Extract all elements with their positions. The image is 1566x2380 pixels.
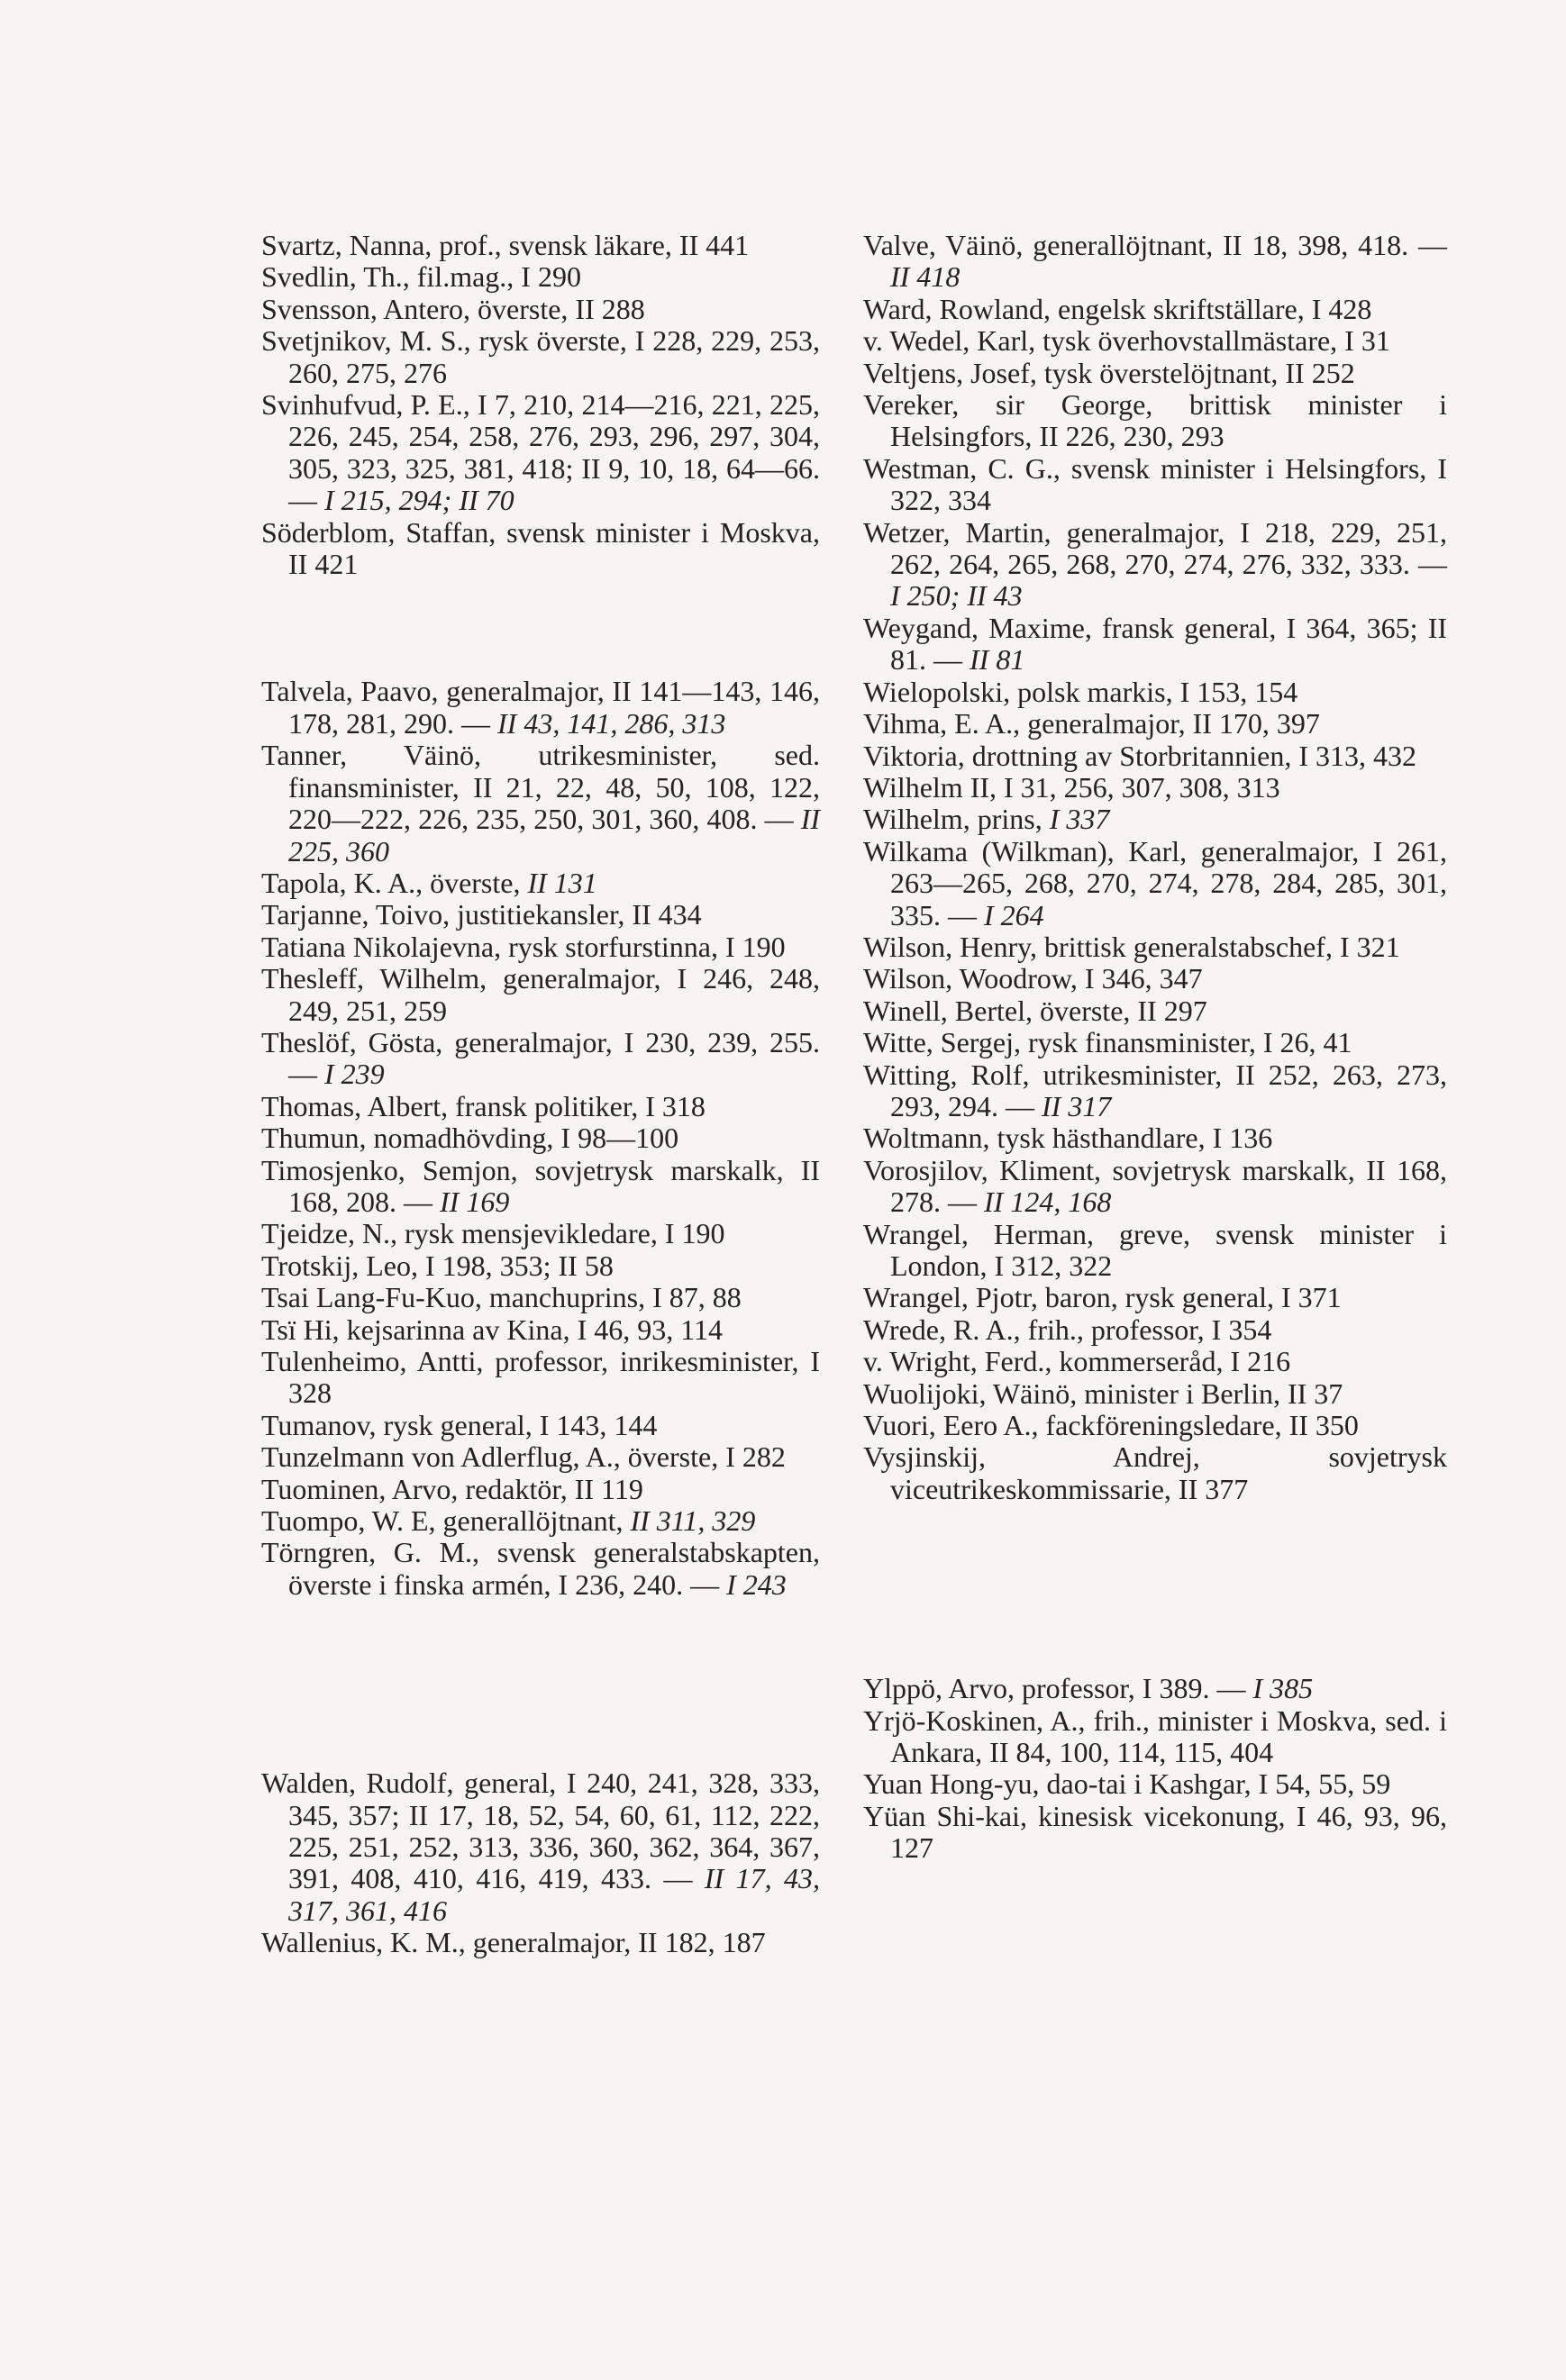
- entry-text: Witting, Rolf, utrikesminister, II 252, 263, 273, 293, 294. —: [863, 1058, 1447, 1122]
- index-entry: [261, 1410, 820, 1441]
- entry-text: Weygand, Maxime, fransk general, I 364, 365; II 81. —: [863, 611, 1447, 677]
- entry-text: Yuan Hong-yu, dao-tai i Kashgar, I 54, 55, 59: [863, 1767, 1391, 1801]
- entry-illustration-refs: II 43, 141, 286, 313: [497, 706, 726, 740]
- entry-text: Svetjnikov, M. S., rysk överste, I 228, 229, 253, 260, 275, 276: [261, 324, 820, 389]
- index-column-left: [261, 230, 820, 1959]
- entry-text: Vuori, Eero A., fackföreningsledare, II 350: [863, 1409, 1359, 1442]
- entry-text: v. Wright, Ferd., kommerseråd, I 216: [863, 1345, 1291, 1378]
- index-entry: [261, 325, 820, 389]
- entry-text: Tsai Lang-Fu-Kuo, manchuprins, I 87, 88: [261, 1281, 742, 1314]
- index-entry: [261, 230, 820, 261]
- entry-illustration-refs: II 17, 43, 317, 361, 416: [288, 1862, 821, 1927]
- index-entry: [261, 1122, 820, 1154]
- entry-text: Veltjens, Josef, tysk överstelöjtnant, II 252: [863, 356, 1355, 389]
- index-entry: [863, 294, 1447, 325]
- index-entry: [261, 1441, 820, 1473]
- index-entry: [863, 804, 1447, 835]
- entry-illustration-refs: I 215, 294; II 70: [324, 484, 514, 517]
- index-entry: [261, 963, 820, 1027]
- entry-text: Woltmann, tysk hästhandlare, I 136: [863, 1122, 1273, 1155]
- entry-text: Svartz, Nanna, prof., svensk läkare, II 441: [261, 229, 750, 261]
- entry-illustration-refs: II 124, 168: [984, 1185, 1112, 1219]
- index-entry: [863, 1673, 1447, 1704]
- index-entry: [863, 1346, 1447, 1377]
- index-entry: [863, 772, 1447, 804]
- index-entry: [863, 963, 1447, 995]
- entry-text: Wrede, R. A., frih., professor, I 354: [863, 1313, 1272, 1346]
- index-entry: [261, 740, 820, 868]
- index-entry: [863, 1282, 1447, 1313]
- entry-text: Tuompo, W. E, generallöjtnant,: [261, 1504, 624, 1538]
- entry-text: Törngren, G. M., svensk generalstabskapten, överste i finska armén, I 236, 240. —: [261, 1536, 820, 1601]
- entry-text: v. Wedel, Karl, tysk överhovstallmästare, I 31: [863, 324, 1390, 358]
- entry-text: Viktoria, drottning av Storbritannien, I 313, 432: [863, 739, 1416, 772]
- index-entry: [261, 1474, 820, 1505]
- index-entry: [863, 230, 1447, 294]
- index-entry: [261, 1927, 820, 1958]
- entry-text: Timosjenko, Semjon, sovjetrysk marskalk, II 168, 208. —: [261, 1153, 820, 1218]
- index-entry: [261, 1537, 820, 1601]
- entry-text: Tarjanne, Toivo, justitiekansler, II 434: [261, 898, 702, 931]
- index-entry: [863, 1441, 1447, 1505]
- entry-text: Thesleff, Wilhelm, generalmajor, I 246, 248, 249, 251, 259: [261, 962, 820, 1027]
- index-entry: [261, 1155, 820, 1219]
- entry-text: Wuolijoki, Wäinö, minister i Berlin, II 37: [863, 1376, 1343, 1410]
- index-entry: [863, 708, 1447, 740]
- entry-text: Wetzer, Martin, generalmajor, I 218, 229, 251, 262, 264, 265, 268, 270, 274, 276, 332, 333. —: [863, 515, 1447, 581]
- index-entry: [863, 1155, 1447, 1219]
- index-entry: [863, 358, 1447, 389]
- index-entry: [261, 261, 820, 293]
- index-entry: [863, 613, 1447, 677]
- index-entry: [863, 1768, 1447, 1800]
- index-entry: [863, 1122, 1447, 1154]
- entry-text: Wilson, Woodrow, I 346, 347: [863, 962, 1203, 995]
- index-entry: [863, 1378, 1447, 1410]
- index-entry: [261, 389, 820, 517]
- index-entry: [863, 995, 1447, 1027]
- index-entry: [863, 1801, 1447, 1865]
- entry-text: Vorosjilov, Kliment, sovjetrysk marskalk, II 168, 278. —: [863, 1153, 1447, 1219]
- entry-text: Trotskij, Leo, I 198, 353; II 58: [261, 1249, 614, 1282]
- entry-text: Talvela, Paavo, generalmajor, II 141—143, 146, 178, 281, 290. —: [261, 675, 820, 740]
- index-entry: [261, 1218, 820, 1249]
- index-entry: [261, 868, 820, 899]
- index-entry: [261, 931, 820, 963]
- index-entry: [863, 1705, 1447, 1769]
- letter-group-gap: [863, 1505, 1447, 1673]
- index-entry: [863, 740, 1447, 772]
- entry-text: Winell, Bertel, överste, II 297: [863, 994, 1207, 1027]
- index-entry: [261, 1505, 820, 1537]
- index-entry: [261, 517, 820, 581]
- entry-text: Wallenius, K. M., generalmajor, II 182, 187: [261, 1926, 766, 1959]
- letter-group-gap: [261, 580, 820, 676]
- index-entry: [261, 1282, 820, 1313]
- entry-illustration-refs: II 317: [1042, 1089, 1112, 1122]
- entry-text: Svedlin, Th., fil.mag., I 290: [261, 260, 581, 294]
- entry-text: Vereker, sir George, brittisk minister i Helsingfors, II 226, 230, 293: [863, 388, 1447, 453]
- entry-text: Svinhufvud, P. E., I 7, 210, 214—216, 221, 225, 226, 245, 254, 258, 276, 293, 296, 297, 304, 305, 323, 325, 381, 418; II 9, 10, 18, 64—66. —: [261, 388, 820, 517]
- index-entry: [863, 389, 1447, 453]
- index-entry: [863, 1314, 1447, 1346]
- index-entry: [261, 294, 820, 325]
- entry-text: Tsï Hi, kejsarinna av Kina, I 46, 93, 114: [261, 1313, 724, 1346]
- entry-text: Wilson, Henry, brittisk generalstabschef, I 321: [863, 930, 1400, 963]
- entry-text: Wrangel, Herman, greve, svensk minister i London, I 312, 322: [863, 1217, 1447, 1282]
- entry-text: Tjeidze, N., rysk mensjevikledare, I 190: [261, 1217, 725, 1250]
- entry-illustration-refs: II 225, 360: [288, 803, 821, 868]
- entry-illustration-refs: I 243: [726, 1567, 787, 1601]
- entry-text: Valve, Väinö, generallöjtnant, II 18, 398, 418. —: [863, 229, 1447, 261]
- entry-illustration-refs: I 264: [984, 898, 1044, 931]
- entry-text: Tanner, Väinö, utrikesminister, sed. finansminister, II 21, 22, 48, 50, 108, 122, 220—222, 226, 235, 250, 301, 360, 408. —: [261, 739, 820, 836]
- entry-text: Tuominen, Arvo, redaktör, II 119: [261, 1472, 643, 1505]
- entry-illustration-refs: I 250; II 43: [890, 579, 1023, 613]
- entry-illustration-refs: II 131: [527, 866, 597, 899]
- entry-text: Tulenheimo, Antti, professor, inrikesminister, I 328: [261, 1345, 820, 1410]
- entry-text: Wilhelm, prins,: [863, 803, 1042, 836]
- index-entry: [863, 1219, 1447, 1283]
- entry-text: Thumun, nomadhövding, I 98—100: [261, 1122, 679, 1155]
- entry-text: Tapola, K. A., överste,: [261, 866, 521, 899]
- entry-text: Tumanov, rysk general, I 143, 144: [261, 1408, 658, 1441]
- index-column-right: [863, 230, 1447, 1865]
- entry-text: Witte, Sergej, rysk finansminister, I 26, 41: [863, 1026, 1352, 1059]
- index-entry: [261, 899, 820, 931]
- index-entry: [863, 931, 1447, 963]
- entry-text: Wilhelm II, I 31, 256, 307, 308, 313: [863, 770, 1280, 804]
- entry-text: Vihma, E. A., generalmajor, II 170, 397: [863, 707, 1320, 740]
- entry-text: Theslöf, Gösta, generalmajor, I 230, 239, 255. —: [261, 1025, 820, 1091]
- index-entry: [863, 1059, 1447, 1123]
- index-entry: [863, 836, 1447, 931]
- entry-text: Yüan Shi-kai, kinesisk vicekonung, I 46, 93, 96, 127: [863, 1799, 1447, 1865]
- entry-text: Ylppö, Arvo, professor, I 389. —: [863, 1672, 1246, 1705]
- index-entry: [863, 453, 1447, 517]
- letter-group-gap: [261, 1601, 820, 1767]
- entry-text: Wilkama (Wilkman), Karl, generalmajor, I 261, 263—265, 268, 270, 274, 278, 284, 285, 301, 335. —: [863, 834, 1447, 931]
- index-entry: [863, 1027, 1447, 1058]
- index-entry: [863, 1410, 1447, 1441]
- entry-illustration-refs: I 385: [1252, 1672, 1314, 1705]
- entry-text: Westman, C. G., svensk minister i Helsingfors, I 322, 334: [863, 451, 1447, 517]
- index-entry: [863, 325, 1447, 357]
- entry-text: Thomas, Albert, fransk politiker, I 318: [261, 1089, 706, 1122]
- entry-text: Söderblom, Staffan, svensk minister i Moskva, II 421: [261, 515, 820, 581]
- entry-text: Vysjinskij, Andrej, sovjetrysk viceutrikeskommissarie, II 377: [863, 1440, 1447, 1505]
- index-entry: [261, 1250, 820, 1282]
- entry-illustration-refs: II 169: [440, 1185, 510, 1218]
- index-entry: [261, 1346, 820, 1410]
- index-entry: [261, 676, 820, 740]
- entry-text: Yrjö-Koskinen, A., frih., minister i Moskva, sed. i Ankara, II 84, 100, 114, 115, 404: [863, 1703, 1447, 1769]
- entry-text: Tatiana Nikolajevna, rysk storfurstinna, I 190: [261, 930, 786, 963]
- entry-text: Tunzelmann von Adlerflug, A., överste, I 282: [261, 1440, 786, 1474]
- entry-illustration-refs: I 239: [324, 1058, 385, 1091]
- entry-illustration-refs: II 418: [890, 260, 961, 294]
- entry-text: Wrangel, Pjotr, baron, rysk general, I 371: [863, 1281, 1342, 1314]
- index-entry: [261, 1767, 820, 1927]
- entry-text: Ward, Rowland, engelsk skriftställare, I 428: [863, 292, 1372, 325]
- entry-text: Svensson, Antero, överste, II 288: [261, 292, 645, 325]
- entry-illustration-refs: II 311, 329: [630, 1504, 756, 1538]
- entry-illustration-refs: I 337: [1049, 803, 1110, 836]
- index-entry: [261, 1027, 820, 1091]
- index-entry: [863, 517, 1447, 613]
- index-entry: [261, 1091, 820, 1122]
- entry-text: Wielopolski, polsk markis, I 153, 154: [863, 675, 1298, 708]
- entry-text: Walden, Rudolf, general, I 240, 241, 328, 333, 345, 357; II 17, 18, 52, 54, 60, 61, 112, 222, 225, 251, 252, 313, 336, 360, 362, 364, 367, 391, 408, 410, 416, 419, 433. —: [261, 1767, 820, 1895]
- entry-illustration-refs: II 81: [970, 643, 1025, 677]
- index-entry: [863, 677, 1447, 708]
- index-entry: [261, 1314, 820, 1346]
